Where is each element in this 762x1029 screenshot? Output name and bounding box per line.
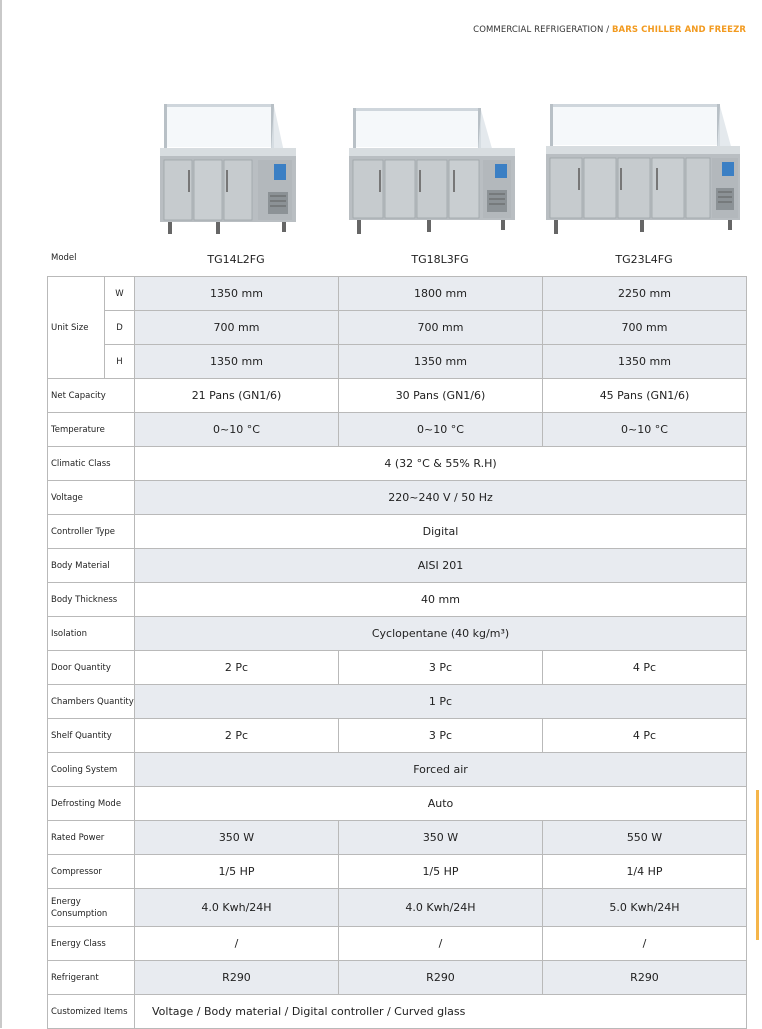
table-row-defrosting-mode bbox=[48, 787, 747, 821]
table-row-chambers-quantity bbox=[48, 685, 747, 719]
energy-class-label: Energy Class bbox=[48, 927, 135, 961]
page-edge-accent bbox=[756, 790, 759, 940]
depth-value-2: 700 mm bbox=[339, 311, 543, 345]
rated-power-value-1: 350 W bbox=[135, 821, 339, 855]
table-row-customized-items bbox=[48, 995, 747, 1029]
header-subsection: BARS CHILLER AND FREEZR bbox=[611, 25, 746, 35]
body-material-label: Body Material bbox=[48, 549, 135, 583]
model-label: Model bbox=[51, 253, 77, 263]
energy-class-value-3: / bbox=[543, 927, 747, 961]
model-row bbox=[47, 253, 746, 267]
height-value-1: 1350 mm bbox=[135, 345, 339, 379]
climatic-class-label: Climatic Class bbox=[48, 447, 135, 481]
energy-class-value-2: / bbox=[339, 927, 543, 961]
temperature-value-3: 0~10 °C bbox=[543, 413, 747, 447]
net-capacity-value-3: 45 Pans (GN1/6) bbox=[543, 379, 747, 413]
product-image-tg18l3fg bbox=[347, 100, 517, 242]
energy-consumption-label bbox=[48, 889, 135, 927]
controller-type-label: Controller Type bbox=[48, 515, 135, 549]
unit-size-label: Unit Size bbox=[48, 277, 105, 379]
energy-consumption-label-line-1: Energy bbox=[51, 896, 81, 907]
rated-power-label: Rated Power bbox=[48, 821, 135, 855]
energy-consumption-value-3: 5.0 Kwh/24H bbox=[543, 889, 747, 927]
energy-class-value-1: / bbox=[135, 927, 339, 961]
chambers-quantity-label: Chambers Quantity bbox=[48, 685, 135, 719]
door-quantity-label: Door Quantity bbox=[48, 651, 135, 685]
defrosting-mode-value: Auto bbox=[135, 787, 747, 821]
model-name-1: TG14L2FG bbox=[207, 253, 265, 266]
defrosting-mode-label: Defrosting Mode bbox=[48, 787, 135, 821]
table-row-compressor bbox=[48, 855, 747, 889]
table-row-refrigerant bbox=[48, 961, 747, 995]
isolation-value: Cyclopentane (40 kg/m³) bbox=[135, 617, 747, 651]
door-quantity-value-3: 4 Pc bbox=[543, 651, 747, 685]
table-row-width bbox=[48, 277, 747, 311]
width-value-1: 1350 mm bbox=[135, 277, 339, 311]
door-quantity-value-2: 3 Pc bbox=[339, 651, 543, 685]
body-thickness-label: Body Thickness bbox=[48, 583, 135, 617]
table-row-climatic-class bbox=[48, 447, 747, 481]
rated-power-value-3: 550 W bbox=[543, 821, 747, 855]
table-row-door-quantity bbox=[48, 651, 747, 685]
voltage-value: 220~240 V / 50 Hz bbox=[135, 481, 747, 515]
refrigerant-value-2: R290 bbox=[339, 961, 543, 995]
customized-items-value: Voltage / Body material / Digital controller / Curved glass bbox=[135, 995, 747, 1029]
customized-items-label: Customized Items bbox=[48, 995, 135, 1029]
model-name-3: TG23L4FG bbox=[615, 253, 673, 266]
shelf-quantity-value-2: 3 Pc bbox=[339, 719, 543, 753]
header-section: COMMERCIAL REFRIGERATION / bbox=[473, 25, 612, 35]
height-value-3: 1350 mm bbox=[543, 345, 747, 379]
table-row-temperature bbox=[48, 413, 747, 447]
body-thickness-value: 40 mm bbox=[135, 583, 747, 617]
net-capacity-value-2: 30 Pans (GN1/6) bbox=[339, 379, 543, 413]
table-row-body-thickness bbox=[48, 583, 747, 617]
energy-consumption-label-line-2: Consumption bbox=[51, 908, 108, 919]
isolation-label: Isolation bbox=[48, 617, 135, 651]
net-capacity-value-1: 21 Pans (GN1/6) bbox=[135, 379, 339, 413]
chambers-quantity-value: 1 Pc bbox=[135, 685, 747, 719]
temperature-label: Temperature bbox=[48, 413, 135, 447]
table-row-rated-power bbox=[48, 821, 747, 855]
model-name-2: TG18L3FG bbox=[411, 253, 469, 266]
page-header bbox=[473, 25, 746, 35]
table-row-body-material bbox=[48, 549, 747, 583]
table-row-net-capacity bbox=[48, 379, 747, 413]
controller-type-value: Digital bbox=[135, 515, 747, 549]
door-quantity-value-1: 2 Pc bbox=[135, 651, 339, 685]
width-value-2: 1800 mm bbox=[339, 277, 543, 311]
spec-table bbox=[47, 276, 747, 1029]
table-row-depth bbox=[48, 311, 747, 345]
refrigerant-value-1: R290 bbox=[135, 961, 339, 995]
product-image-tg14l2fg bbox=[158, 100, 308, 242]
temperature-value-2: 0~10 °C bbox=[339, 413, 543, 447]
compressor-value-2: 1/5 HP bbox=[339, 855, 543, 889]
compressor-value-3: 1/4 HP bbox=[543, 855, 747, 889]
table-row-controller-type bbox=[48, 515, 747, 549]
depth-value-3: 700 mm bbox=[543, 311, 747, 345]
table-row-energy-consumption bbox=[48, 889, 747, 927]
shelf-quantity-value-1: 2 Pc bbox=[135, 719, 339, 753]
energy-consumption-value-2: 4.0 Kwh/24H bbox=[339, 889, 543, 927]
page-left-border bbox=[0, 0, 2, 1028]
shelf-quantity-value-3: 4 Pc bbox=[543, 719, 747, 753]
compressor-value-1: 1/5 HP bbox=[135, 855, 339, 889]
refrigerant-label: Refrigerant bbox=[48, 961, 135, 995]
table-row-shelf-quantity bbox=[48, 719, 747, 753]
table-row-cooling-system bbox=[48, 753, 747, 787]
cooling-system-label: Cooling System bbox=[48, 753, 135, 787]
width-value-3: 2250 mm bbox=[543, 277, 747, 311]
refrigerant-value-3: R290 bbox=[543, 961, 747, 995]
compressor-label: Compressor bbox=[48, 855, 135, 889]
product-image-tg23l4fg bbox=[544, 100, 742, 242]
body-material-value: AISI 201 bbox=[135, 549, 747, 583]
shelf-quantity-label: Shelf Quantity bbox=[48, 719, 135, 753]
net-capacity-label: Net Capacity bbox=[48, 379, 135, 413]
width-label: W bbox=[105, 277, 135, 311]
cooling-system-value: Forced air bbox=[135, 753, 747, 787]
height-value-2: 1350 mm bbox=[339, 345, 543, 379]
rated-power-value-2: 350 W bbox=[339, 821, 543, 855]
table-row-energy-class bbox=[48, 927, 747, 961]
table-row-isolation bbox=[48, 617, 747, 651]
climatic-class-value: 4 (32 °C & 55% R.H) bbox=[135, 447, 747, 481]
height-label: H bbox=[105, 345, 135, 379]
depth-label: D bbox=[105, 311, 135, 345]
depth-value-1: 700 mm bbox=[135, 311, 339, 345]
table-row-height bbox=[48, 345, 747, 379]
voltage-label: Voltage bbox=[48, 481, 135, 515]
temperature-value-1: 0~10 °C bbox=[135, 413, 339, 447]
energy-consumption-value-1: 4.0 Kwh/24H bbox=[135, 889, 339, 927]
table-row-voltage bbox=[48, 481, 747, 515]
